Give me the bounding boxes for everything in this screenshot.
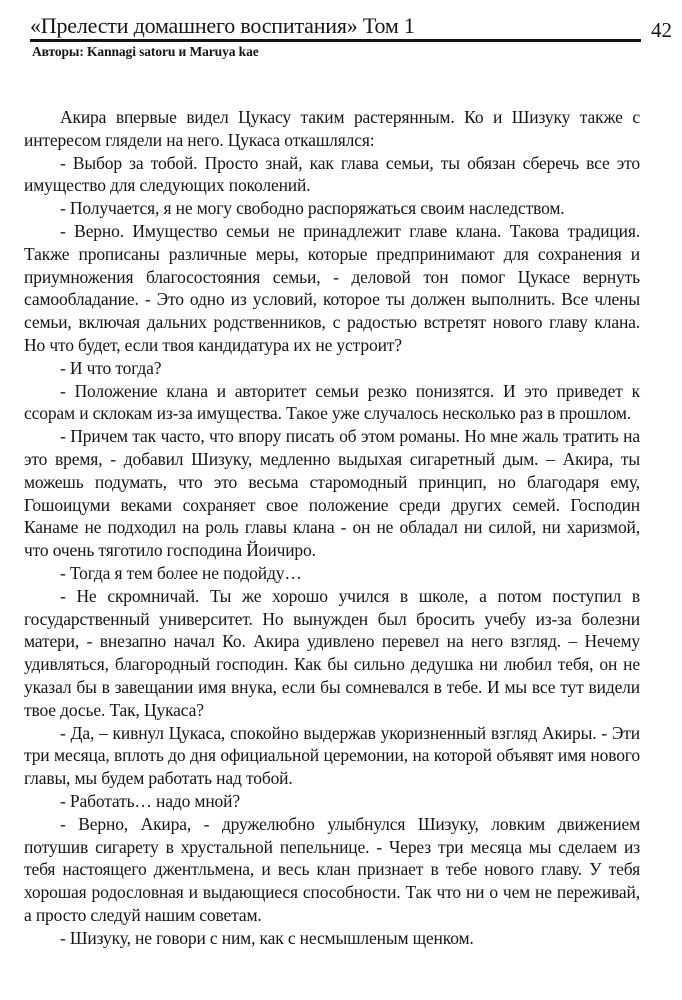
paragraph: - Тогда я тем более не подойду… [60,562,302,583]
paragraph: - Выбор за тобой. Просто знай, как глава семьи, ты обязан сберечь все это имущество для следующих поколений. [24,152,640,196]
header-row [30,14,674,42]
document-title: «Прелести домашнего воспитания» Том 1 [30,14,641,42]
paragraph: - Причем так часто, что впору писать об этом романы. Но мне жаль тратить на это время, - добавил Шизуку, медленно выдыхая сигаретный дым. – Акира, ты можешь подумать, что это весьма старомодный принцип, но благодаря ему, Гошоицуми веками сохраняет свое положение среди других семей. Господин Канаме не подходил на роль главы клана - он не обладал ни силой, ни харизмой, что очень тяготило господина Йоичиро. [24,426,640,561]
paragraph: - Положение клана и авторитет семьи резко понизятся. И это приведет к ссорам и склокам из-за имущества. Такое уже случалось несколько раз в прошлом. [24,380,640,424]
paragraph: - Да, – кивнул Цукаса, спокойно выдержав укоризненный взгляд Акиры. - Эти три месяца, вплоть до дня официальной церемонии, на которой объявят имя нового главы, мы будем работать над тобой. [24,722,640,789]
page-number: 42 [651,18,672,42]
paragraph: - Верно, Акира, - дружелюбно улыбнулся Шизуку, ловким движением потушив сигарету в хрустальной пепельнице. - Через три месяца мы сделаем из тебя настоящего джентльмена, и весь клан признает в тебе нового главу. У тебя хорошая родословная и выдающиеся способности. Так что ни о чем не переживай, а просто следуй нашим советам. [24,813,640,925]
paragraph: - Шизуку, не говори с ним, как с несмышленым щенком. [60,927,474,948]
paragraph: - Верно. Имущество семьи не принадлежит главе клана. Такова традиция. Также прописаны различные меры, которые предпринимают для сохранения и приумножения благосостояния семьи, - деловой тон помог Цукасе вернуть самообладание. - Это одно из условий, которое ты должен выполнить. Все члены семьи, включая дальних родственников, с радостью встретят нового главу клана. Но что будет, если твоя кандидатура их не устроит? [24,220,640,355]
paragraph: Акира впервые видел Цукасу таким растерянным. Ко и Шизуку также с интересом глядели на него. Цукаса откашлялся: [24,107,640,150]
paragraph: - Не скромничай. Ты же хорошо учился в школе, а потом поступил в государственный университет. Но вынужден был бросить учебу из-за болезни матери, - внезапно начал Ко. Акира удивлено перевел на него взгляд. – Нечему удивляться, благородный господин. Как бы сильно дедушка ни любил тебя, он не указал бы в завещании имя внука, если бы сомневался в тебе. И мы все тут видели твое досье. Так, Цукаса? [24,585,640,720]
page-header [0,0,682,60]
paragraph: - Получается, я не могу свободно распоряжаться своим наследством. [60,198,565,219]
paragraph: - И что тогда? [60,357,162,378]
body-text [24,106,640,949]
paragraph: - Работать… надо мной? [60,790,240,811]
authors-line: Авторы: Kannagi satoru и Maruya kae [32,44,259,59]
